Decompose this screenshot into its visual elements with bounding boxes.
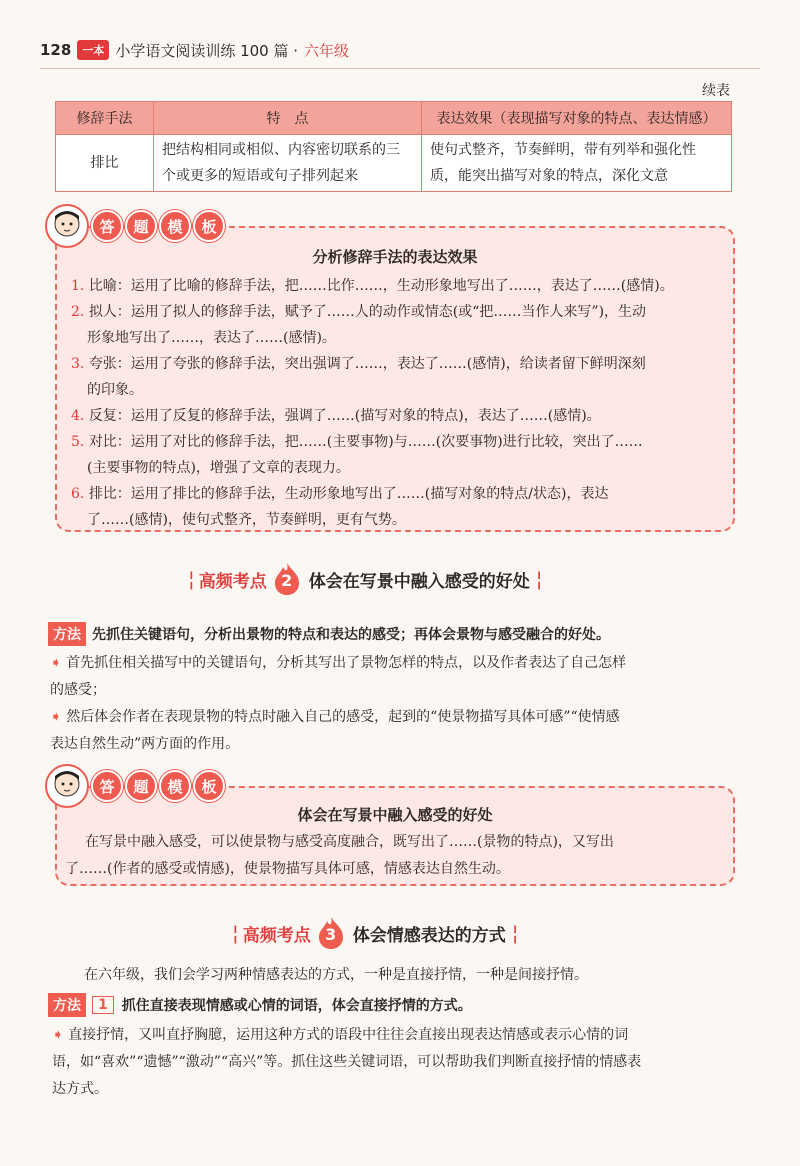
answer-template-box (55, 226, 735, 532)
badge-char: 答 (91, 770, 123, 802)
template-line: 了……(感情)，使句式整齐，节奏鲜明，更有气势。 (87, 512, 406, 528)
intro-paragraph: 在六年级，我们会学习两种情感表达的方式，一种是直接抒情，一种是间接抒情。 (84, 967, 588, 983)
table-row (56, 135, 732, 192)
template-line: 6. 排比：运用了排比的修辞手法，生动形象地写出了……(描写对象的特点/状态)，表达 (71, 486, 609, 502)
template-lines (57, 273, 733, 533)
badge-char: 题 (125, 210, 157, 242)
template-line: (主要事物的特点)，增强了文章的表现力。 (87, 460, 350, 476)
key-point-heading-3 (232, 916, 519, 950)
template-line: 的印象。 (87, 382, 143, 398)
template-line: 2. 拟人：运用了拟人的修辞手法，赋予了……人的动作或情态(或“把……当作人来写”)，生动 (71, 304, 647, 320)
table-header-row (56, 102, 732, 135)
column-header: 表达效果（表现描写对象的特点、表达情感） (422, 102, 732, 135)
template-line: 形象地写出了……，表达了……(感情)。 (87, 330, 336, 346)
key-point-text: 体会情感表达的方式 (352, 925, 506, 946)
template-title: 体会在写景中融入感受的好处 (297, 806, 493, 824)
key-point-text: 体会在写景中融入感受的好处 (308, 571, 530, 592)
key-point-label: 高频考点 (242, 925, 311, 946)
template-line: 3. 夸张：运用了夸张的修辞手法，突出强调了……，表达了……(感情)，给读者留下鲜明深刻 (71, 356, 646, 372)
bracket-right: ¦ (535, 567, 543, 591)
student-avatar-icon (45, 764, 89, 808)
page-header (40, 36, 349, 64)
template-title: 分析修辞手法的表达效果 (312, 248, 478, 266)
badge-char: 板 (193, 210, 225, 242)
method-number: 1 (92, 996, 114, 1014)
table-cell: 使句式整齐，节奏鲜明，带有列举和强化性质，能突出描写对象的特点，深化文意 (422, 135, 732, 192)
header-divider (40, 68, 760, 69)
column-header: 特 点 (154, 102, 422, 135)
grade-label: 六年级 (304, 41, 350, 60)
method-text: 抓住直接表现情感或心情的词语，体会直接抒情的方式。 (121, 998, 472, 1014)
badge-char: 题 (125, 770, 157, 802)
template-badge (45, 764, 225, 808)
method-point: ➧ 首先抓住相关描写中的关键语句，分析其写出了景物怎样的特点，以及作者表达了自己怎样 的感受； (50, 655, 627, 698)
badge-char: 模 (159, 770, 191, 802)
bracket-left: ¦ (232, 921, 239, 945)
template-line: 1. 比喻：运用了比喻的修辞手法，把……比作……，生动形象地写出了……，表达了……(感情)。 (71, 278, 674, 294)
badge-char: 板 (193, 770, 225, 802)
brand-logo: 一本 (77, 40, 109, 60)
method-text: 先抓住关键语句，分析出景物的特点和表达的感受；再体会景物与感受融合的好处。 (92, 627, 610, 643)
rhetoric-table (55, 101, 732, 192)
template-badge (45, 204, 225, 248)
method-point: ➧ 然后体会作者在表现景物的特点时融入自己的感受，起到的“使景物描写具体可感”“使情感 表达自然生动”两方面的作用。 (50, 709, 620, 752)
table-cell: 排比 (56, 135, 154, 192)
key-point-label: 高频考点 (198, 571, 267, 592)
method-point: ➧ 直接抒情，又叫直抒胸臆，运用这种方式的语段中往往会直接出现表达情感或表示心情的词 语，如“喜欢”“遗憾”“激动”“高兴”等。抓住这些关键词语，可以帮助我们判断直接抒情的情感表 达方式。 (52, 1027, 642, 1097)
badge-char: 答 (91, 210, 123, 242)
key-point-heading-2 (188, 562, 543, 596)
method-line (48, 993, 472, 1017)
badge-char: 模 (159, 210, 191, 242)
template-line: 5. 对比：运用了对比的修辞手法，把……(主要事物)与……(次要事物)进行比较，突出了…… (71, 434, 643, 450)
student-avatar-icon (45, 204, 89, 248)
page-number: 128 (40, 41, 72, 59)
flame-icon: 3 (315, 916, 347, 950)
table-cell: 把结构相同或相似、内容密切联系的三个或更多的短语或句子排列起来 (154, 135, 422, 192)
template-line: 4. 反复：运用了反复的修辞手法，强调了……(描写对象的特点)，表达了……(感情)。 (71, 408, 601, 424)
template-body: 在写景中融入感受，可以使景物与感受高度融合，既写出了……(景物的特点)，又写出 了……(作者的感受或情感)，使景物描写具体可感，情感表达自然生动。 (65, 834, 614, 877)
bracket-right: ¦ (511, 921, 519, 945)
flame-icon: 2 (271, 562, 303, 596)
method-tag: 方法 (48, 622, 86, 646)
bracket-left: ¦ (188, 567, 195, 591)
method-line (48, 622, 610, 646)
continued-label: 续表 (702, 83, 730, 99)
method-tag: 方法 (48, 993, 86, 1017)
column-header: 修辞手法 (56, 102, 154, 135)
book-title: 小学语文阅读训练 100 篇 · (115, 41, 299, 60)
